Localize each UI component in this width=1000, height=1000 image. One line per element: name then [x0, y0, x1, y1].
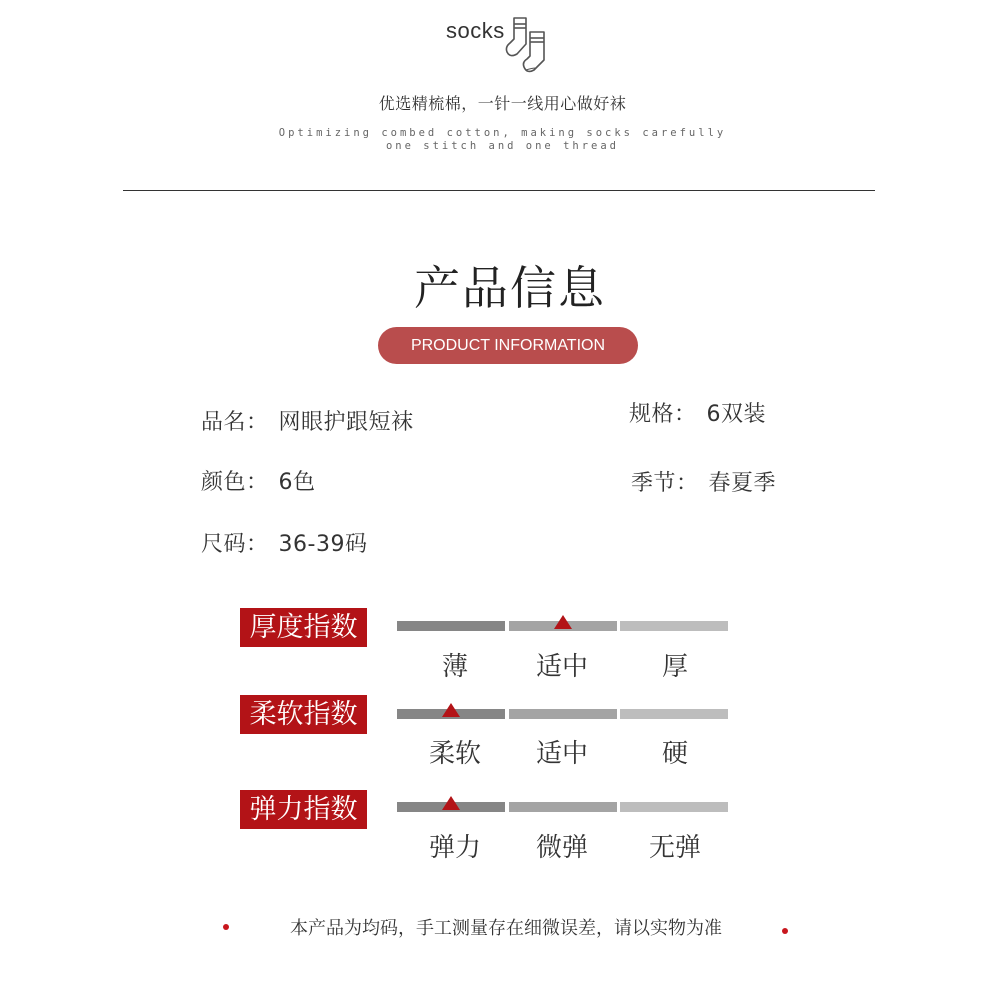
rating-option: 厚 [661, 652, 688, 682]
rating-bar-segment [509, 802, 617, 812]
tagline-english-line2: one stitch and one thread [385, 140, 620, 152]
rating-option: 弹力 [428, 833, 481, 863]
rating-label: 厚度指数 [240, 608, 367, 647]
rating-label: 柔软指数 [240, 695, 367, 734]
rating-marker-icon [442, 796, 460, 810]
rating-bar-segment [620, 802, 728, 812]
info-key: 品名： [201, 410, 269, 435]
info-season [631, 466, 776, 497]
rating-option: 微弹 [535, 833, 588, 863]
rating-option: 无弹 [648, 833, 701, 863]
tagline-english [0, 127, 1000, 153]
section-title: 产品信息 [414, 261, 606, 315]
info-key: 规格： [629, 402, 697, 427]
rating-label: 弹力指数 [240, 790, 367, 829]
info-size [201, 527, 367, 558]
info-value: 春夏季 [708, 471, 777, 496]
bullet-dot-right [782, 928, 788, 934]
info-value: 6色 [278, 470, 316, 495]
info-color [201, 465, 316, 496]
info-key: 季节： [631, 471, 699, 496]
brand-word: socks [446, 18, 505, 43]
info-product-name [201, 405, 414, 436]
section-subtitle-pill: PRODUCT INFORMATION [378, 327, 638, 364]
rating-option: 柔软 [428, 739, 481, 769]
info-value: 网眼护跟短袜 [278, 410, 414, 435]
footer-note: 本产品为均码，手工测量存在细微误差，请以实物为准 [290, 918, 722, 939]
info-spec [629, 397, 766, 428]
rating-marker-icon [442, 703, 460, 717]
info-value: 36-39码 [278, 532, 368, 557]
rating-marker-icon [554, 615, 572, 629]
rating-bar-segment [509, 709, 617, 719]
header-divider [123, 190, 875, 191]
tagline-chinese: 优选精梳棉，一针一线用心做好袜 [378, 94, 627, 113]
tagline-english-line1: Optimizing combed cotton, making socks carefully [278, 127, 727, 139]
info-value: 6双装 [706, 402, 767, 427]
info-key: 颜色： [201, 470, 269, 495]
socks-icon [502, 12, 562, 82]
rating-bar-segment [397, 621, 505, 631]
rating-bar-segment [620, 709, 728, 719]
rating-option: 薄 [441, 652, 468, 682]
rating-option: 硬 [661, 739, 688, 769]
rating-bar-segment [620, 621, 728, 631]
rating-option: 适中 [535, 652, 588, 682]
rating-option: 适中 [535, 739, 588, 769]
info-key: 尺码： [201, 532, 269, 557]
